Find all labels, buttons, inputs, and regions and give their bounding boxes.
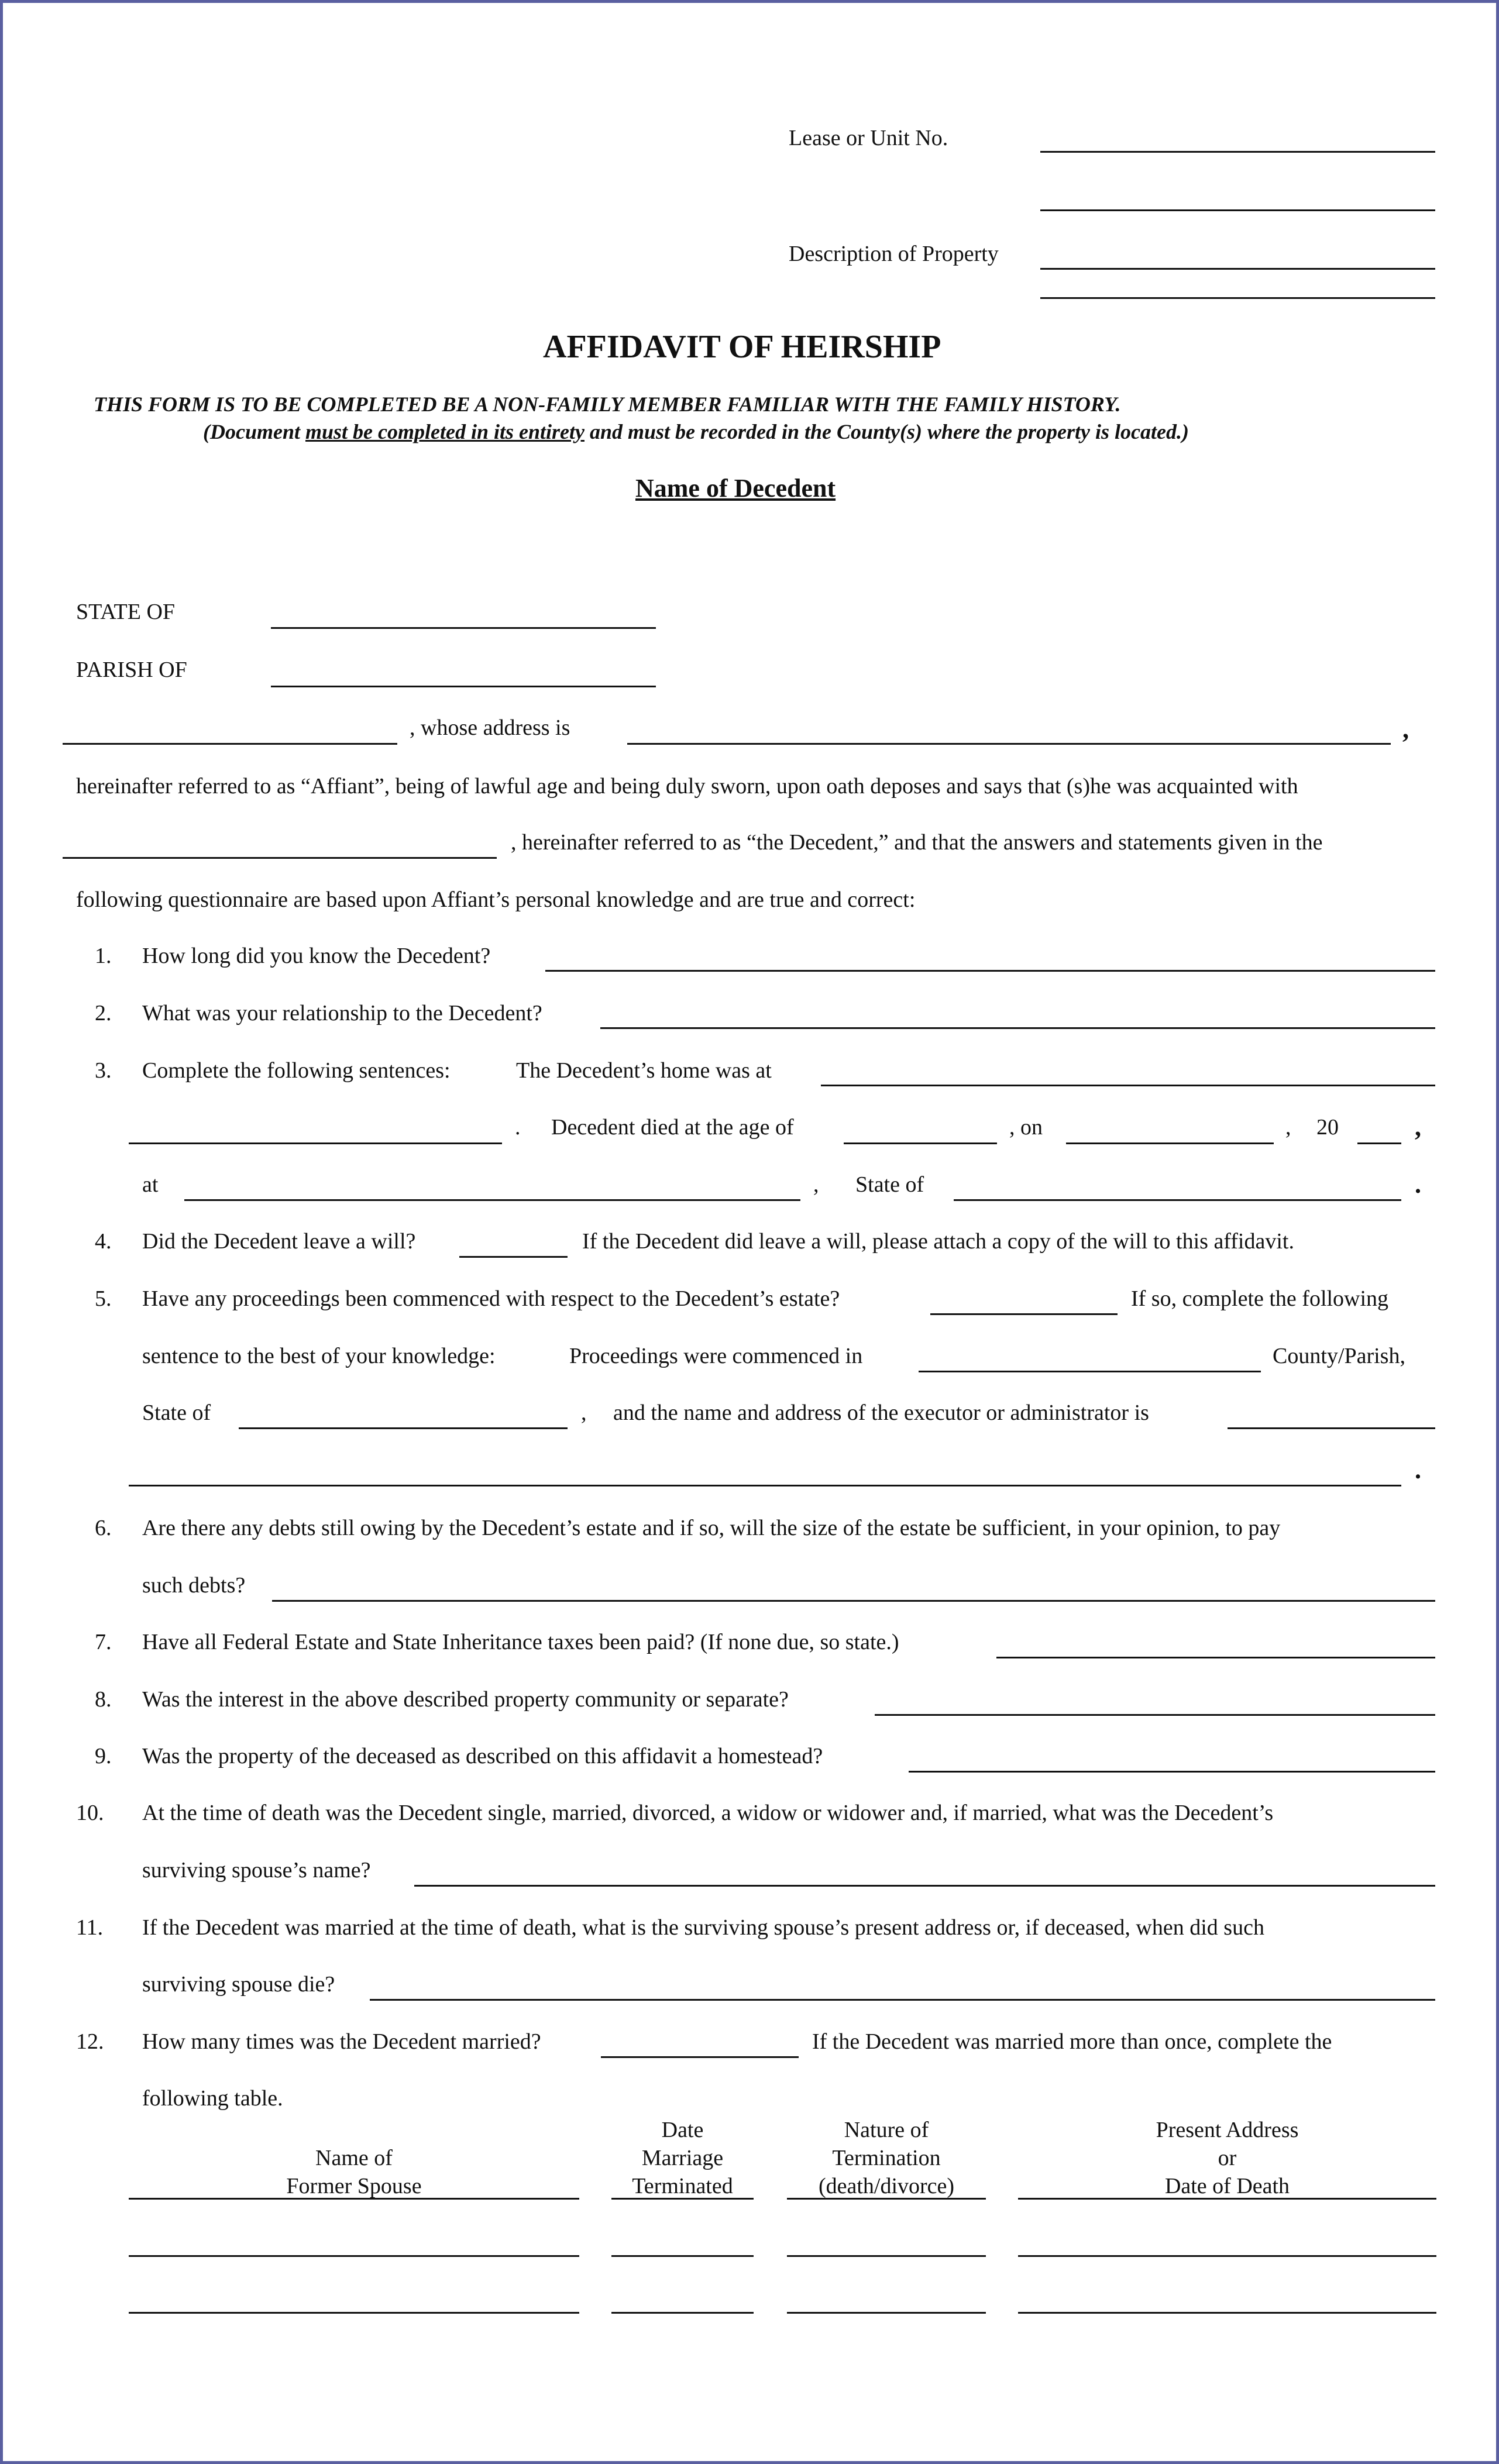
q3-year-prefix: 20 xyxy=(1316,1115,1339,1140)
q8-number: 8. xyxy=(95,1687,112,1712)
q3-period: . xyxy=(515,1115,521,1140)
table-row-1-date-field[interactable] xyxy=(611,2255,754,2257)
q9-answer-field[interactable] xyxy=(909,1771,1435,1773)
q5-county-field[interactable] xyxy=(919,1371,1261,1372)
q4-answer-field[interactable] xyxy=(459,1256,568,1258)
q12-text: How many times was the Decedent married? xyxy=(142,2029,541,2054)
q11-text: If the Decedent was married at the time of death, what is the surviving spouse’s present address or, if deceased, when did such xyxy=(142,1915,1264,1940)
q4-text: Did the Decedent leave a will? xyxy=(142,1229,416,1254)
q3-home-field[interactable] xyxy=(821,1085,1435,1086)
table-header-present-address: Present Address or Date of Death xyxy=(1156,2118,1299,2198)
q4-followup: If the Decedent did leave a will, please attach a copy of the will to this affidavit. xyxy=(582,1229,1294,1254)
q2-text: What was your relationship to the Decedent? xyxy=(142,1001,542,1025)
q3-comma: , xyxy=(1285,1115,1291,1140)
q12-number: 12. xyxy=(76,2029,104,2054)
affiant-name-field[interactable] xyxy=(63,743,397,745)
q5-executor-field[interactable] xyxy=(1228,1427,1435,1429)
q3-state-field[interactable] xyxy=(954,1199,1401,1201)
following-paragraph: following questionnaire are based upon Affiant’s personal knowledge and are true and correct: xyxy=(76,887,916,912)
table-header-line xyxy=(611,2198,754,2200)
q7-answer-field[interactable] xyxy=(996,1657,1435,1658)
affiant-paragraph: hereinafter referred to as “Affiant”, being of lawful age and being duly sworn, upon oath deposes and says that (s)he was acquainted with xyxy=(76,774,1298,799)
q5-state-field[interactable] xyxy=(239,1427,568,1429)
q9-number: 9. xyxy=(95,1744,112,1768)
q11-text-cont: surviving spouse die? xyxy=(142,1972,335,1997)
q3-at-label: at xyxy=(142,1172,159,1197)
q1-text: How long did you know the Decedent? xyxy=(142,944,491,968)
q7-number: 7. xyxy=(95,1630,112,1654)
q3-place-field[interactable] xyxy=(184,1199,800,1201)
q5-number: 5. xyxy=(95,1286,112,1311)
q3-text: Complete the following sentences: xyxy=(142,1058,451,1083)
q3-home-label: The Decedent’s home was at xyxy=(516,1058,772,1083)
state-field[interactable] xyxy=(271,627,656,629)
q5-if-so: If so, complete the following xyxy=(1131,1286,1389,1311)
q8-answer-field[interactable] xyxy=(875,1714,1435,1716)
q3-home-field-line2[interactable] xyxy=(129,1142,502,1144)
q3-state-label: State of xyxy=(855,1172,924,1197)
q3-date-field[interactable] xyxy=(1066,1142,1274,1144)
table-header-line xyxy=(787,2198,986,2200)
q7-text: Have all Federal Estate and State Inheritance taxes been paid? (If none due, so state.) xyxy=(142,1630,899,1654)
table-header-nature-termination: Nature of Termination (death/divorce) xyxy=(818,2118,955,2198)
q5-county-parish: County/Parish, xyxy=(1273,1344,1405,1368)
document-title: AFFIDAVIT OF HEIRSHIP xyxy=(543,329,941,365)
table-header-former-spouse: Name of Former Spouse xyxy=(286,2146,422,2198)
q10-number: 10. xyxy=(76,1801,104,1825)
q5-period: . xyxy=(1415,1455,1421,1484)
q10-text: At the time of death was the Decedent single, married, divorced, a widow or widower and, if married, what was the Decedent’s xyxy=(142,1801,1274,1825)
name-of-decedent-heading: Name of Decedent xyxy=(635,474,836,503)
q5-state-label: State of xyxy=(142,1400,211,1425)
q3-number: 3. xyxy=(95,1058,112,1083)
q12-answer-field[interactable] xyxy=(601,2056,799,2058)
q9-text: Was the property of the deceased as described on this affidavit a homestead? xyxy=(142,1744,823,1768)
q5-comma: , xyxy=(581,1400,587,1425)
q2-answer-field[interactable] xyxy=(600,1027,1435,1029)
q5-sentence: sentence to the best of your knowledge: xyxy=(142,1344,496,1368)
table-row-2-address-field[interactable] xyxy=(1018,2312,1436,2314)
q11-number: 11. xyxy=(76,1915,104,1940)
q3-comma2: , xyxy=(1415,1113,1421,1141)
q8-text: Was the interest in the above described property community or separate? xyxy=(142,1687,789,1712)
q10-text-cont: surviving spouse’s name? xyxy=(142,1858,371,1883)
q11-answer-field[interactable] xyxy=(370,1999,1435,2001)
parish-label: PARISH OF xyxy=(76,658,187,682)
q6-text-cont: such debts? xyxy=(142,1573,246,1598)
q5-answer-field[interactable] xyxy=(930,1313,1118,1315)
q5-executor-label: and the name and address of the executor or administrator is xyxy=(613,1400,1149,1425)
q3-on-label: , on xyxy=(1009,1115,1043,1140)
table-header-line xyxy=(1018,2198,1436,2200)
lease-field[interactable] xyxy=(1040,151,1435,153)
q5-executor-field-line2[interactable] xyxy=(129,1485,1401,1486)
parish-field[interactable] xyxy=(271,686,656,687)
q3-period2: . xyxy=(1415,1170,1421,1199)
q3-year-field[interactable] xyxy=(1357,1142,1401,1144)
q12-followup: If the Decedent was married more than once, complete the xyxy=(812,2029,1332,2054)
lease-label: Lease or Unit No. xyxy=(789,126,948,150)
table-row-1-nature-field[interactable] xyxy=(787,2255,986,2257)
notice-line1: THIS FORM IS TO BE COMPLETED BE A NON-FAMILY MEMBER FAMILIAR WITH THE FAMILY HISTORY. xyxy=(94,393,1121,416)
q1-answer-field[interactable] xyxy=(545,970,1435,972)
whose-address-label: , whose address is xyxy=(410,715,570,740)
address-comma: , xyxy=(1402,715,1409,744)
affiant-address-field[interactable] xyxy=(627,743,1391,745)
table-row-1-address-field[interactable] xyxy=(1018,2255,1436,2257)
description-field[interactable] xyxy=(1040,268,1435,270)
q6-number: 6. xyxy=(95,1516,112,1540)
table-row-1-spouse-field[interactable] xyxy=(129,2255,579,2257)
q6-text: Are there any debts still owing by the Decedent’s estate and if so, will the size of the estate be sufficient, in your opinion, to pay xyxy=(142,1516,1281,1540)
decedent-paragraph: , hereinafter referred to as “the Decedent,” and that the answers and statements given in the xyxy=(511,830,1323,855)
table-row-2-date-field[interactable] xyxy=(611,2312,754,2314)
table-header-line xyxy=(129,2198,579,2200)
description-field-line2[interactable] xyxy=(1040,297,1435,299)
decedent-name-field[interactable] xyxy=(63,857,497,859)
notice-line2: (Document must be completed in its entirety and must be recorded in the County(s) where the property is located.) xyxy=(203,420,1189,443)
q2-number: 2. xyxy=(95,1001,112,1025)
q4-number: 4. xyxy=(95,1229,112,1254)
q3-died-age-label: Decedent died at the age of xyxy=(551,1115,794,1140)
table-row-2-spouse-field[interactable] xyxy=(129,2312,579,2314)
q3-comma3: , xyxy=(813,1172,819,1197)
q1-number: 1. xyxy=(95,944,112,968)
q6-answer-field[interactable] xyxy=(272,1600,1435,1602)
q12-text-cont: following table. xyxy=(142,2086,283,2111)
table-row-2-nature-field[interactable] xyxy=(787,2312,986,2314)
lease-field-line2[interactable] xyxy=(1040,209,1435,211)
q3-age-field[interactable] xyxy=(844,1142,997,1144)
description-label: Description of Property xyxy=(789,242,999,266)
q5-proceedings-label: Proceedings were commenced in xyxy=(569,1344,863,1368)
q5-text: Have any proceedings been commenced with respect to the Decedent’s estate? xyxy=(142,1286,840,1311)
table-header-date-terminated: Date Marriage Terminated xyxy=(632,2118,733,2198)
state-label: STATE OF xyxy=(76,600,176,624)
q10-answer-field[interactable] xyxy=(414,1885,1435,1887)
